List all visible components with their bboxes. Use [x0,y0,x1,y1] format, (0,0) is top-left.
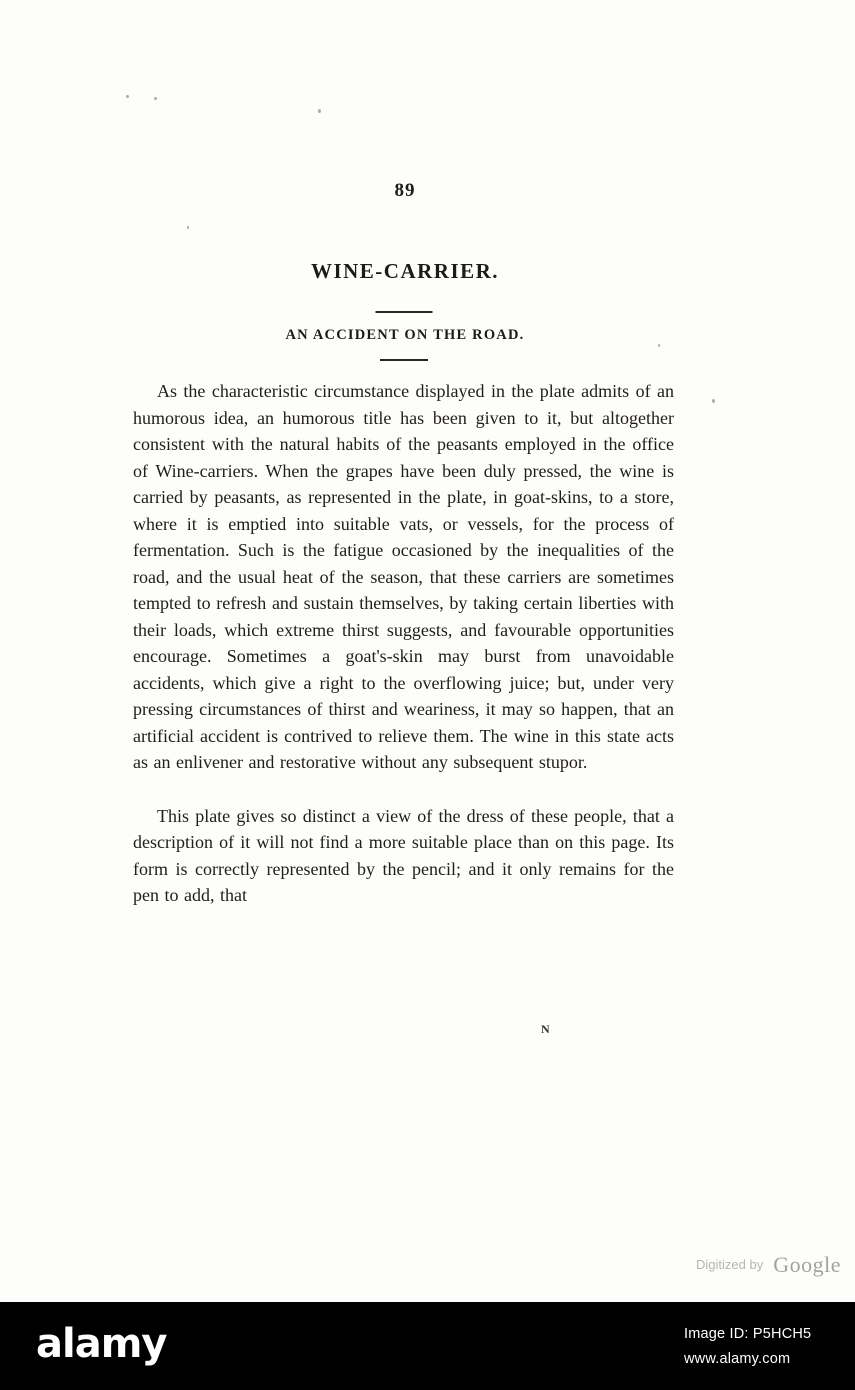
image-id-text: Image ID: P5HCH5 [684,1326,812,1342]
body-text-block [133,378,674,909]
body-paragraph-1: As the characteristic circumstance displayed in the plate admits of an humorous idea, an humorous title has been given to it, but altogether consistent with the natural habits of the peasants employed in the office of Wine-carriers. When the grapes have been duly pressed, the wine is carried by peasants, as represented in the plate, in goat-skins, to a store, where it is emptied into suitable vats, or vessels, for the process of fermentation. Such is the fatigue occasioned by the inequalities of the road, and the usual heat of the season, that these carriers are sometimes tempted to refresh and sustain themselves, by taking certain liberties with their loads, which extreme thirst suggests, and favourable opportunities encourage. Sometimes a goat's-skin may burst from unavoidable accidents, which give a right to the overflowing juice; but, under very pressing circumstances of thirst and weariness, it may so happen, that an artificial accident is contrived to relieve them. The wine in this state acts as an enlivener and restorative without any subsequent stupor. [133,381,674,772]
alamy-footer-bar [0,1302,855,1390]
subtitle-divider-rule [380,359,428,361]
scan-speck [712,399,715,403]
scan-speck [187,226,189,229]
scan-speck [658,344,660,347]
alamy-url-text: www.alamy.com [684,1351,791,1367]
scan-speck [126,95,129,98]
watermark-prefix-text: Digitized by [696,1257,764,1272]
chapter-title: WINE-CARRIER. [310,259,500,283]
footer-info-block [684,1322,811,1372]
google-digitization-watermark [696,1252,841,1278]
google-logo-text: Google [773,1252,841,1277]
title-divider-rule [376,311,433,313]
page-number: 89 [394,180,416,201]
body-paragraph-2: This plate gives so distinct a view of the dress of these people, that a description of it will not find a more suitable place than on this page. Its form is correctly represented by the pencil; and it only remains for the pen to add, that [133,805,674,905]
section-subtitle: AN ACCIDENT ON THE ROAD. [285,327,525,343]
printer-signature-mark: N [541,1022,551,1036]
scan-speck [154,97,157,100]
alamy-logo: alamy [36,1321,167,1368]
scan-speck [318,109,321,113]
